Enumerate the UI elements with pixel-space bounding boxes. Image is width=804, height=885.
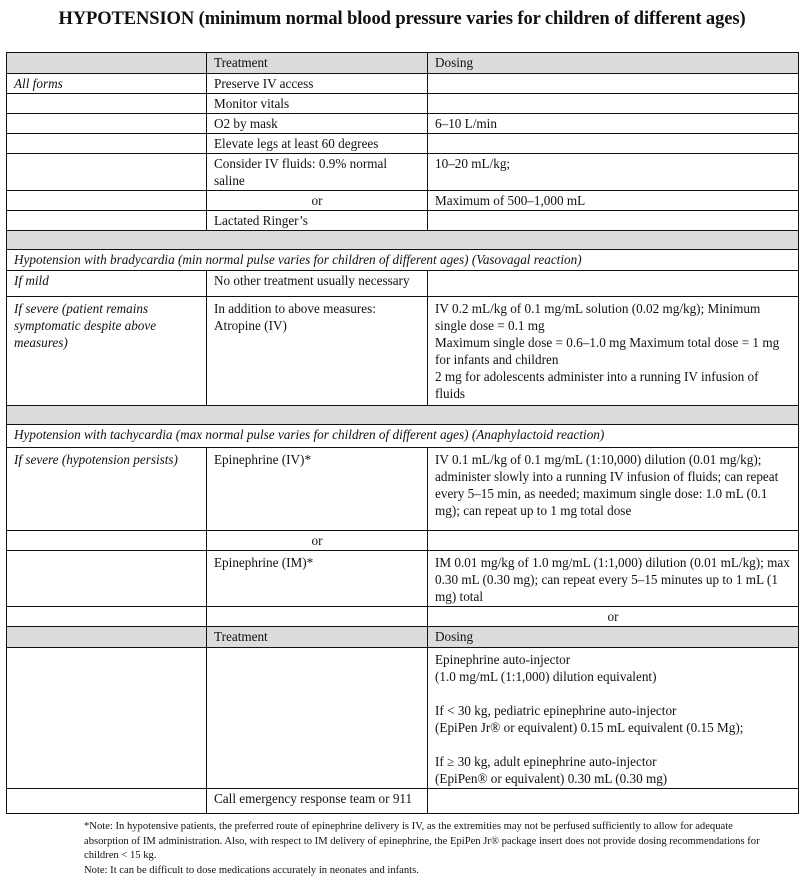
dosing-line: IV 0.2 mL/kg of 0.1 mg/mL solution (0.02 mg/kg); Minimum single dose = 0.1 mg <box>435 301 761 333</box>
treatment-line: In addition to above measures: <box>214 301 376 316</box>
dosing-cell: 6–10 L/min <box>428 114 799 134</box>
table-row <box>7 789 799 814</box>
dosing-cell <box>428 211 799 231</box>
table-row <box>7 648 799 789</box>
footnotes <box>84 820 774 878</box>
dosing-line: Maximum single dose = 0.6–1.0 mg Maximum total dose = 1 mg for infants and children <box>435 335 780 367</box>
dosing-cell <box>428 134 799 154</box>
header-condition <box>7 53 207 74</box>
treatment-call-911: Call emergency response team or 911 <box>207 789 428 814</box>
table-row <box>7 531 799 551</box>
dosing-cell <box>428 531 799 551</box>
condition-cell <box>7 191 207 211</box>
dosing-line: If ≥ 30 kg, adult epinephrine auto-injector <box>435 754 657 769</box>
dosing-cell <box>428 789 799 814</box>
dosing-cell <box>428 297 799 406</box>
table-header-row <box>7 53 799 74</box>
condition-cell <box>7 154 207 191</box>
header-treatment: Treatment <box>207 627 428 648</box>
dosing-cell <box>428 94 799 114</box>
section-heading-bradycardia: Hypotension with bradycardia (min normal pulse varies for children of different ages) (Vasovagal reaction) <box>7 250 799 271</box>
treatment-epinephrine-iv: Epinephrine (IV)* <box>207 448 428 531</box>
dosing-cell: 10–20 mL/kg; <box>428 154 799 191</box>
section-heading-row <box>7 250 799 271</box>
header-treatment: Treatment <box>207 53 428 74</box>
footnote-neonates: Note: It can be difficult to dose medications accurately in neonates and infants. <box>84 864 419 876</box>
condition-cell <box>7 531 207 551</box>
condition-cell <box>7 551 207 607</box>
dosing-cell: IM 0.01 mg/kg of 1.0 mg/mL (1:1,000) dilution (0.01 mL/kg); max 0.30 mL (0.30 mg); can repeat every 5–15 minutes up to 1 mL (1 mg) total <box>428 551 799 607</box>
treatment-cell <box>207 607 428 627</box>
treatment-cell <box>207 648 428 789</box>
treatment-cell: Lactated Ringer’s <box>207 211 428 231</box>
dosing-autoinjector <box>428 648 799 789</box>
table-row <box>7 114 799 134</box>
header-condition <box>7 627 207 648</box>
treatment-cell: No other treatment usually necessary <box>207 271 428 297</box>
page-title: HYPOTENSION (minimum normal blood pressure varies for children of different ages) <box>58 9 746 29</box>
section-divider <box>7 406 799 425</box>
condition-cell <box>7 94 207 114</box>
condition-cell <box>7 211 207 231</box>
dosing-line: (EpiPen Jr® or equivalent) 0.15 mL equivalent (0.15 Mg); <box>435 720 744 735</box>
table-row <box>7 154 799 191</box>
treatment-or: or <box>207 531 428 551</box>
dosing-line: If < 30 kg, pediatric epinephrine auto-injector <box>435 703 677 718</box>
treatment-cell <box>207 297 428 406</box>
dosing-line: (EpiPen® or equivalent) 0.30 mL (0.30 mg) <box>435 771 668 786</box>
dosing-cell <box>428 74 799 94</box>
table-row <box>7 211 799 231</box>
table-row <box>7 74 799 94</box>
table-row <box>7 94 799 114</box>
table-row <box>7 297 799 406</box>
hypotension-table <box>6 52 799 814</box>
header-dosing: Dosing <box>428 53 799 74</box>
treatment-cell: Monitor vitals <box>207 94 428 114</box>
dosing-cell: IV 0.1 mL/kg of 0.1 mg/mL (1:10,000) dilution (0.01 mg/kg); administer slowly into a running IV infusion of fluids; can repeat every 5–15 min, as needed; maximum single dose: 1.0 mL (0.1 mg); can repeat up to 1 mg total dose <box>428 448 799 531</box>
table-row <box>7 551 799 607</box>
table-row <box>7 448 799 531</box>
treatment-epinephrine-im: Epinephrine (IM)* <box>207 551 428 607</box>
condition-mild: If mild <box>7 271 207 297</box>
table-row <box>7 191 799 211</box>
condition-severe-persists: If severe (hypotension persists) <box>7 448 207 531</box>
dosing-cell <box>428 271 799 297</box>
treatment-cell: Consider IV fluids: 0.9% normal saline <box>207 154 428 191</box>
treatment-cell: O2 by mask <box>207 114 428 134</box>
treatment-cell: Elevate legs at least 60 degrees <box>207 134 428 154</box>
table-row <box>7 607 799 627</box>
header-dosing: Dosing <box>428 627 799 648</box>
dosing-or: or <box>428 607 799 627</box>
dosing-line: Epinephrine auto-injector <box>435 652 571 667</box>
treatment-or: or <box>207 191 428 211</box>
condition-cell <box>7 789 207 814</box>
dosing-line: 2 mg for adolescents administer into a running IV infusion of fluids <box>435 369 759 401</box>
table-row <box>7 271 799 297</box>
condition-severe: If severe (patient remains symptomatic despite above measures) <box>7 297 207 406</box>
condition-cell <box>7 607 207 627</box>
section-divider <box>7 231 799 250</box>
condition-all-forms: All forms <box>7 74 207 94</box>
dosing-cell: Maximum of 500–1,000 mL <box>428 191 799 211</box>
dosing-line: (1.0 mg/mL (1:1,000) dilution equivalent) <box>435 669 657 684</box>
condition-cell <box>7 134 207 154</box>
treatment-atropine: Atropine (IV) <box>214 318 287 333</box>
footnote-epinephrine: *Note: In hypotensive patients, the preferred route of epinephrine delivery is IV, as the extremities may not be perfused sufficiently to allow for adequate absorption of IM administration. Also, with respect to IM delivery of epinephrine, the EpiPen Jr® package insert does not provide dosing recommendations for children < 15 kg. <box>84 821 760 861</box>
section-heading-tachycardia: Hypotension with tachycardia (max normal pulse varies for children of different ages) (Anaphylactoid reaction) <box>7 425 799 448</box>
condition-cell <box>7 114 207 134</box>
table-header-row-2 <box>7 627 799 648</box>
section-heading-row <box>7 425 799 448</box>
condition-cell <box>7 648 207 789</box>
treatment-cell: Preserve IV access <box>207 74 428 94</box>
table-row <box>7 134 799 154</box>
